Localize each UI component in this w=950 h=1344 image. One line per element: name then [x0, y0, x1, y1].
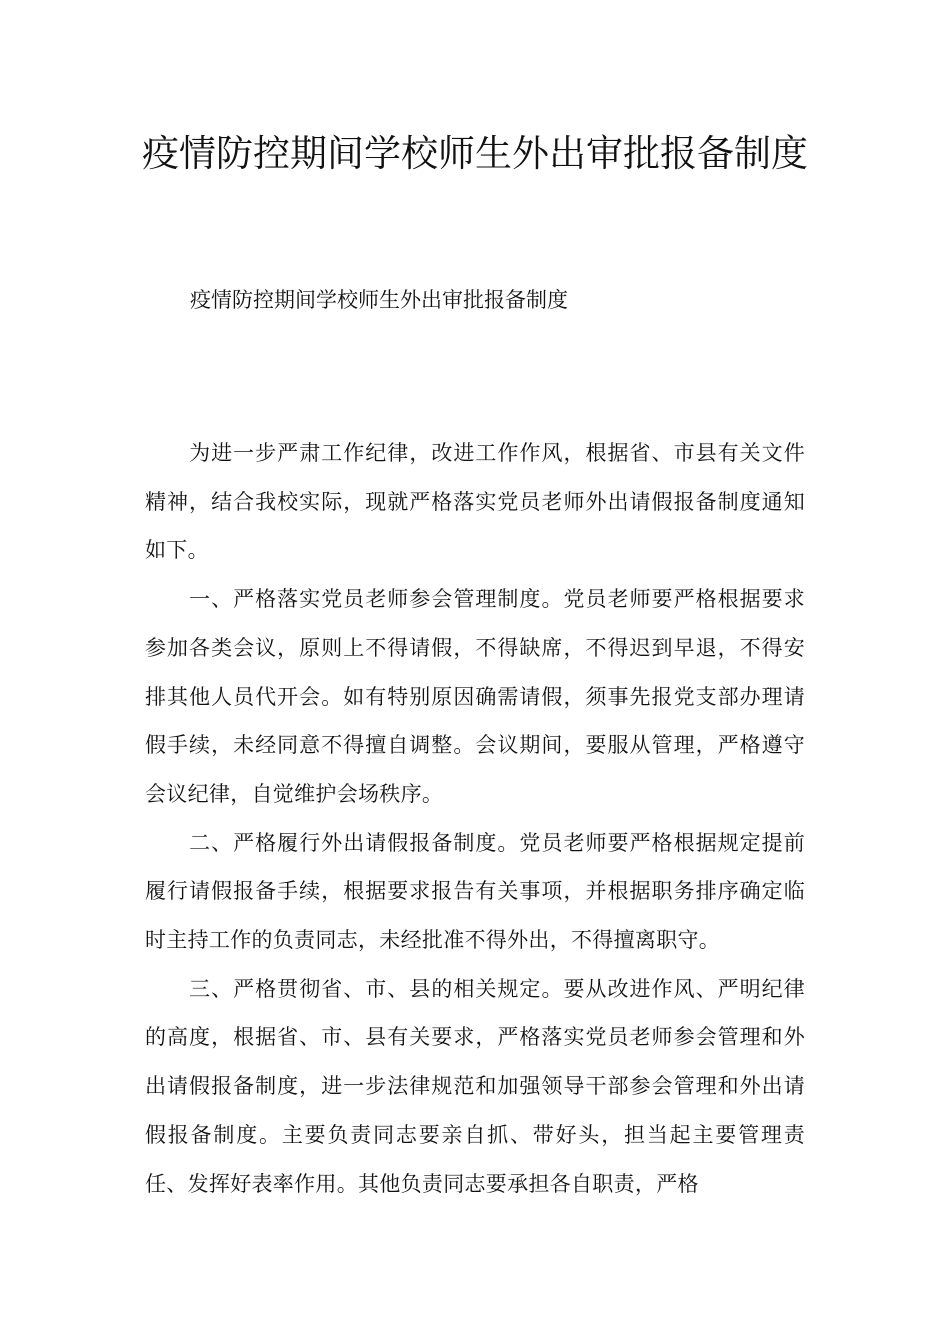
paragraph-intro: 为进一步严肃工作纪律，改进工作作风，根据省、市县有关文件精神，结合我校实际，现就严格落实党员老师外出请假报备制度通知如下。 [145, 441, 805, 563]
document-subtitle: 疫情防控期间学校师生外出审批报备制度 [190, 288, 568, 312]
document-title: 疫情防控期间学校师生外出审批报备制度 [142, 132, 808, 175]
paragraph-section-2: 二、严格履行外出请假报备制度。党员老师要严格根据规定提前履行请假报备手续，根据要求报告有关事项，并根据职务排序确定临时主持工作的负责同志，未经批准不得外出，不得擅离职守。 [145, 830, 805, 953]
paragraph-section-3: 三、严格贯彻省、市、县的相关规定。要从改进作风、严明纪律的高度，根据省、市、县有关要求，严格落实党员老师参会管理和外出请假报备制度，进一步法律规范和加强领导干部参会管理和外出请假报备制度。主要负责同志要亲自抓、带好头，担当起主要管理责任、发挥好表率作用。其他负责同志要承担各自职责，严格 [145, 976, 805, 1196]
paragraph-section-1: 一、严格落实党员老师参会管理制度。党员老师要严格根据要求参加各类会议，原则上不得请假，不得缺席，不得迟到早退，不得安排其他人员代开会。如有特别原因确需请假，须事先报党支部办理请假手续，未经同意不得擅自调整。会议期间，要服从管理，严格遵守会议纪律，自觉维护会场秩序。 [145, 587, 805, 806]
document-body [145, 429, 805, 1208]
